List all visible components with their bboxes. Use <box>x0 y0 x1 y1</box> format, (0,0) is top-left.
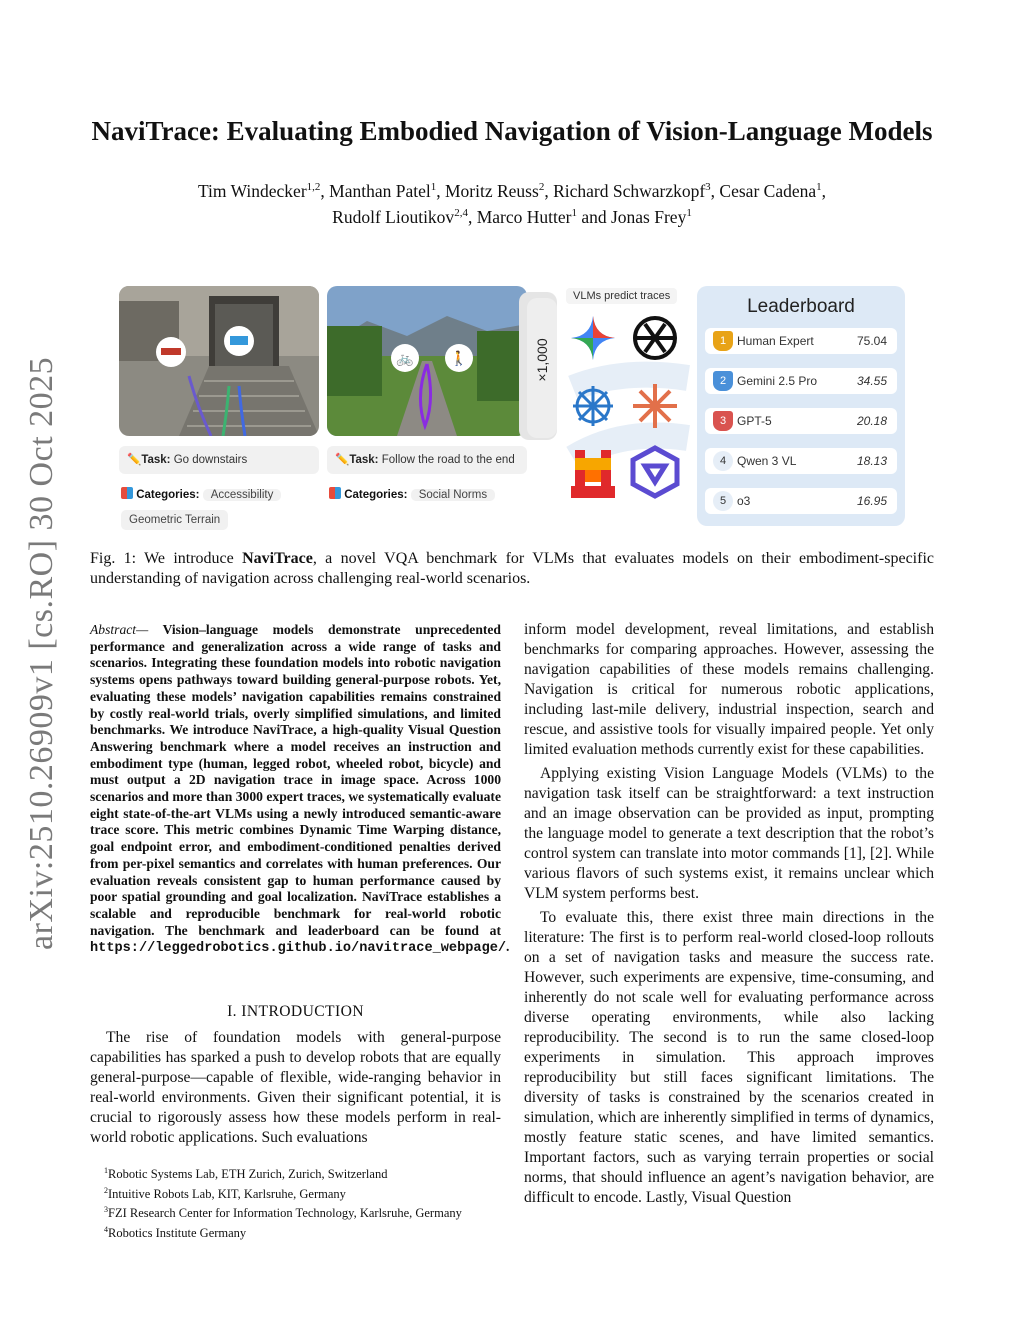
authors-line-1 <box>100 176 924 202</box>
author-separator: , <box>436 180 445 201</box>
author-separator: , <box>821 180 826 201</box>
author-affiliation: 1 <box>686 206 692 219</box>
task-text: Go downstairs <box>173 454 248 466</box>
footnote-text: Robotic Systems Lab, ETH Zurich, Zurich, Switzerland <box>108 1167 388 1182</box>
model-score: 20.18 <box>856 414 887 428</box>
footnote-number: 2 <box>104 1185 108 1195</box>
categories-2 <box>329 485 495 505</box>
claude-icon <box>633 384 677 428</box>
leaderboard-row <box>705 408 897 434</box>
intro-paragraph-1: The rise of foundation models with general-purpose capabilities has sparked a push to develop robots that are equally general-purpose—capable of flexible, wide-ranging behavior in real-world environments. Given their significant potential, it is crucial to rigorously assess how these models perform in real-world robotic applications. Such evaluations <box>90 1029 501 1146</box>
rank-badge: 4 <box>713 451 733 471</box>
vlm-logo-grid <box>563 308 693 508</box>
authors-line-2 <box>100 202 924 228</box>
footnote <box>104 1222 524 1242</box>
task-text: Follow the road to the end <box>381 454 515 466</box>
task-prefix: Task: <box>141 454 171 466</box>
author-name: Manthan Patel <box>329 180 431 201</box>
leaderboard-panel <box>697 286 905 526</box>
author-name: Jonas Frey <box>610 206 687 227</box>
body-paragraph: To evaluate this, there exist three main directions in the literature: The first is to perform real-world closed-loop rollouts on a set of navigation tasks and measure the success rate. However, such experiments are expensive, time-consuming, and inherently do not scale well for evaluating performance across diverse operating environments, while also lacking reproducibility. The second is to run the same closed-loop experiments in simulation. This approach improves reproducibility but still faces significant limitations. The diversity of tasks is constrained by the scenarios created in simulation, which are inherently simplified in terms of dynamics, mostly feature static scenes, and have limited semantics. Important factors, such as varying terrain properties or social norms, that should influence an agent’s navigation behavior, are difficult to encode. Lastly, Visual Question <box>524 909 934 1206</box>
author-separator: , <box>320 180 330 201</box>
author-separator: , <box>710 180 720 201</box>
footnote-number: 3 <box>104 1205 108 1215</box>
scene-photo-stairs <box>119 286 319 436</box>
footnote-text: Intuitive Robots Lab, KIT, Karlsruhe, Germany <box>108 1186 346 1201</box>
right-column <box>524 620 934 1212</box>
footnote <box>104 1163 524 1183</box>
task-card-1 <box>119 446 319 474</box>
project-url-link[interactable]: https://leggedrobotics.github.io/navitrace_webpage/ <box>90 941 507 957</box>
author-separator: , <box>544 180 554 201</box>
paper-title: NaviTrace: Evaluating Embodied Navigation of Vision-Language Models <box>91 116 933 146</box>
author-separator: and <box>576 206 611 227</box>
author-affiliation: 1 <box>571 206 577 219</box>
model-score: 34.55 <box>856 374 887 388</box>
rank-badge: 5 <box>713 491 733 511</box>
caption-rest: , a novel VQA benchmark for VLMs that evaluates models on their embodiment-specific understanding of navigation across challenging real-world scenarios. <box>90 550 934 587</box>
pencil-icon: ✏️ <box>335 454 350 466</box>
categories-prefix: Categories: <box>136 489 200 501</box>
author-affiliation: 1 <box>816 181 822 193</box>
author-name: Richard Schwarzkopf <box>553 180 706 201</box>
task-prefix: Task: <box>349 454 379 466</box>
model-name: o3 <box>737 494 751 508</box>
model-name: Human Expert <box>737 334 814 348</box>
model-name: Qwen 3 VL <box>737 454 797 468</box>
author-name: Rudolf Lioutikov <box>332 206 455 227</box>
author-affiliation: 1 <box>430 181 437 193</box>
svg-text:🚶: 🚶 <box>450 352 468 367</box>
footnote-number: 1 <box>104 1166 108 1175</box>
abstract-label: Abstract— <box>90 622 149 637</box>
categories-icon <box>329 487 341 499</box>
abstract-body: Vision–language models demonstrate unprecedented performance and generalization across a wide range of tasks and scenarios. Integrating these foundation models into robotic navigation systems opens pathways toward building general-purpose robots. Yet, evaluating these models’ navigation capabilities remains constrained by costly real-world trials, overly simplified simulations, and limited benchmarks. We introduce NaviTrace, a high-quality Visual Question Answering benchmark where a model receives an instruction and embodiment type (human, legged robot, wheeled robot, bicycle) and must output a 2D navigation trace in image space. Across 1000 scenarios and more than 3000 expert traces, we systematically evaluate eight state-of-the-art VLMs using a newly introduced semantic-aware trace score. This metric combines Dynamic Time Warping distance, goal endpoint error, and embodiment-conditioned penalties derived from per-pixel semantics and correlates with human preferences. Our evaluation reveals consistent gap to human performance caused by poor spatial grounding and goal localization. NaviTrace establishes a scalable and reproducible benchmark for real-world robotic navigation. The benchmark and leaderboard can be found at <box>90 622 501 938</box>
abstract-end: . <box>506 939 510 955</box>
footnote-text: FZI Research Center for Information Technology, Karlsruhe, Germany <box>108 1206 462 1221</box>
scenario-count: ×1,000 <box>534 338 550 382</box>
trophy-icon: 3 <box>713 411 733 431</box>
svg-text:🚲: 🚲 <box>396 352 414 367</box>
leaderboard-row <box>705 488 897 514</box>
footnote <box>104 1202 524 1222</box>
footnote-text: Robotics Institute Germany <box>108 1226 247 1241</box>
author-name: Tim Windecker <box>197 180 307 201</box>
figure-1 <box>115 284 910 529</box>
category-chip: Accessibility <box>203 489 282 501</box>
author-affiliation: 2,4 <box>454 206 468 219</box>
author-name: Moritz Reuss <box>444 180 539 201</box>
model-score: 18.13 <box>856 454 887 468</box>
model-score: 16.95 <box>856 494 887 508</box>
categories-1 <box>121 485 281 505</box>
leaderboard-row <box>705 448 897 474</box>
caption-bold: NaviTrace <box>242 550 313 567</box>
body-paragraph: inform model development, reveal limitations, and establish benchmarks for comparing approaches. However, assessing the navigation capabilities of these models remains challenging. Navigation is critical for numerous robotic applications, including last-mile delivery, industrial inspection, search and rescue, and assistive tools for visually impaired people. Yet only limited evaluation methods currently exist for these capabilities. <box>524 621 934 758</box>
section-heading: I. INTRODUCTION <box>227 1003 364 1020</box>
abstract <box>90 622 510 958</box>
gemini-icon <box>571 316 615 360</box>
footnotes <box>104 1163 524 1242</box>
model-name: Gemini 2.5 Pro <box>737 374 818 388</box>
author-affiliation: 2 <box>538 181 545 193</box>
arxiv-stamp: arXiv:2510.26909v1 [cs.RO] 30 Oct 2025 <box>23 356 60 950</box>
category-chip: Social Norms <box>411 489 495 501</box>
author-separator: , <box>467 206 477 227</box>
categories-prefix: Categories: <box>344 489 408 501</box>
leaderboard-title: Leaderboard <box>747 296 855 317</box>
footnote <box>104 1183 524 1203</box>
caption-prefix: Fig. 1: We introduce <box>90 550 243 567</box>
qwen-icon <box>633 448 677 496</box>
pencil-icon: ✏️ <box>127 454 142 466</box>
body-paragraph: Applying existing Vision Language Models (VLMs) to the navigation task itself can be straightforward: a text instruction and an image observation can be provided as input, prompting the language model to generate a text description that the robot’s control system can translate into motor commands [1], [2]. While various flavors of such systems exist, it remains unclear which VLM system performs best. <box>524 765 934 902</box>
leaderboard-row <box>705 368 897 394</box>
scene-photo-road <box>327 286 527 436</box>
figure-caption <box>90 549 934 589</box>
model-name: GPT-5 <box>737 414 772 428</box>
author-affiliation: 3 <box>705 181 711 193</box>
category-chip: Geometric Terrain <box>121 510 228 530</box>
trophy-icon: 1 <box>713 331 733 351</box>
vlm-label: VLMs predict traces <box>566 288 677 304</box>
trophy-icon: 2 <box>713 371 733 391</box>
author-affiliation: 1,2 <box>306 181 321 193</box>
author-name: Marco Hutter <box>476 206 572 227</box>
deepmind-icon <box>573 386 613 426</box>
author-list <box>100 176 924 228</box>
task-card-2 <box>327 446 527 474</box>
footnote-number: 4 <box>104 1224 108 1234</box>
model-score: 75.04 <box>856 334 887 348</box>
categories-icon <box>121 487 133 499</box>
leaderboard-row <box>705 328 897 354</box>
author-name: Cesar Cadena <box>719 180 817 201</box>
openai-icon <box>635 318 675 358</box>
